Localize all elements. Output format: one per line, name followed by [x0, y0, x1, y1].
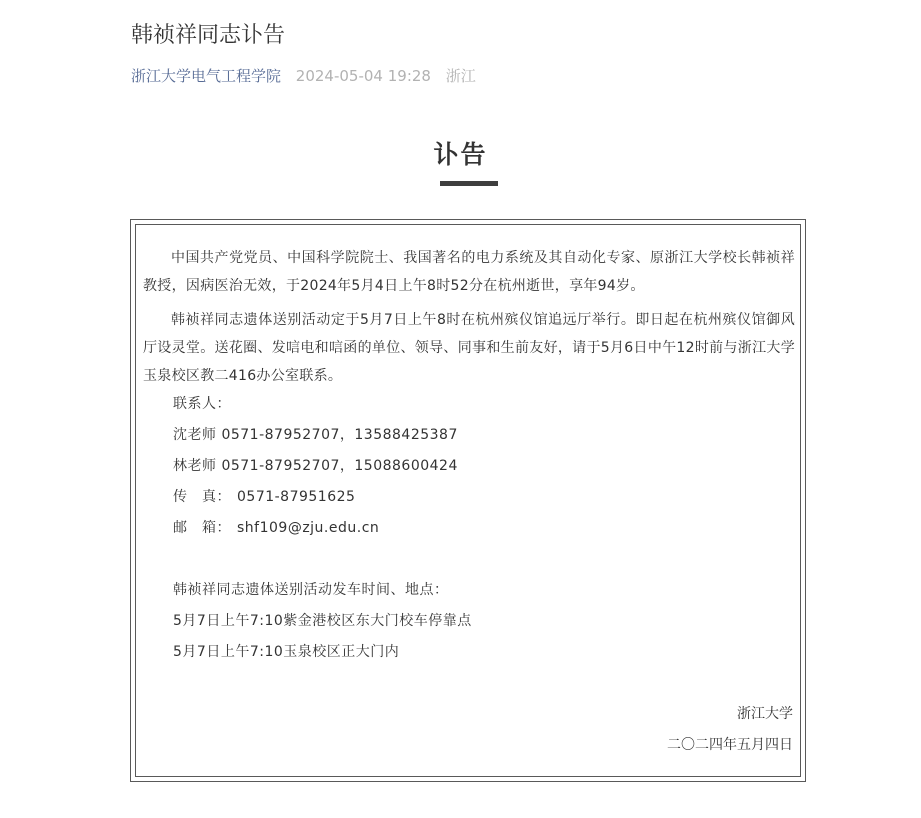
fax-line	[173, 487, 355, 507]
fax-value: 0571-87951625	[237, 489, 356, 505]
notice-heading-wrap	[0, 135, 921, 175]
account-name-link[interactable]: 浙江大学电气工程学院	[131, 67, 282, 85]
signature-date: 二〇二四年五月四日	[667, 737, 793, 753]
publish-time: 2024-05-04 19:28	[295, 67, 431, 85]
article-meta	[131, 65, 476, 87]
contact-heading: 联系人：	[173, 396, 231, 412]
signature-org: 浙江大学	[737, 706, 793, 722]
departure-item: 5月7日上午7:10紫金港校区东大门校车停靠点	[173, 613, 472, 629]
heading-underline	[440, 181, 498, 186]
departure-heading: 韩祯祥同志遗体送别活动发车时间、地点：	[173, 582, 449, 598]
notice-paragraph: 中国共产党党员、中国科学院院士、我国著名的电力系统及其自动化专家、原浙江大学校长韩祯祥教授，因病医治无效，于2024年5月4日上午8时52分在杭州逝世，享年94岁。	[143, 250, 795, 294]
email-value[interactable]: shf109@zju.edu.cn	[237, 520, 380, 536]
contact-line: 林老师 0571-87952707，15088600424	[173, 458, 458, 474]
notice-body	[143, 244, 795, 390]
departure-item: 5月7日上午7:10玉泉校区正大门内	[173, 644, 400, 660]
fax-label: 传 真：	[173, 489, 231, 505]
article-title: 韩祯祥同志讣告	[131, 23, 286, 48]
notice-paragraph: 韩祯祥同志遗体送别活动定于5月7日上午8时在杭州殡仪馆追远厅举行。即日起在杭州殡仪馆御风厅设灵堂。送花圈、发唁电和唁函的单位、领导、同事和生前友好，请于5月6日中午12时前与浙江大学玉泉校区教二416办公室联系。	[143, 312, 795, 384]
notice-heading: 讣告	[433, 140, 488, 169]
email-line	[173, 518, 379, 538]
email-label: 邮 箱：	[173, 520, 231, 536]
publish-location: 浙江	[445, 67, 476, 85]
contact-line: 沈老师 0571-87952707，13588425387	[173, 427, 458, 443]
